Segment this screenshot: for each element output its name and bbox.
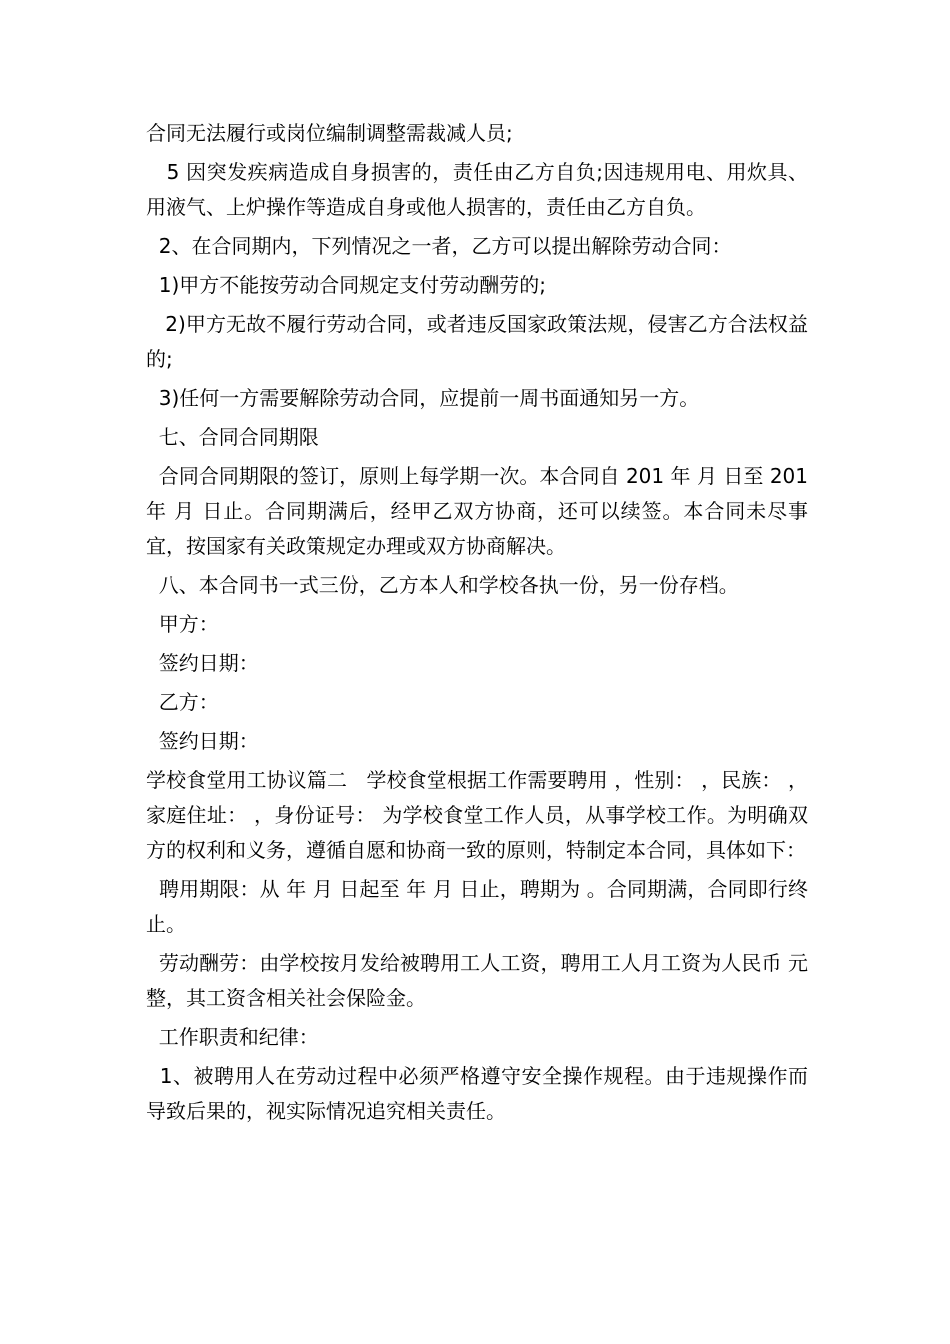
paragraph-5: 2)甲方无故不履行劳动合同，或者违反国家政策法规，侵害乙方合法权益的;	[146, 312, 809, 371]
paragraph-1: 合同无法履行或岗位编制调整需裁减人员;	[146, 121, 513, 145]
paragraph-8: 合同合同期限的签订，原则上每学期一次。本合同自 201 年 月 日至 201 年 月 日止。合同期满后，经甲乙双方协商，还可以续签。本合同未尽事宜，按国家有关政策规定办理或双方协商解决。	[146, 464, 815, 558]
paragraph-9: 八、本合同书一式三份，乙方本人和学校各执一份，另一份存档。	[146, 573, 739, 597]
paragraph-4: 1)甲方不能按劳动合同规定支付劳动酬劳的;	[146, 273, 546, 297]
party-a-line: 甲方：	[146, 612, 219, 636]
section-heading-7: 七、合同合同期限	[146, 425, 319, 449]
agreement-two-intro: 学校食堂用工协议篇二 学校食堂根据工作需要聘用 ，性别： ，民族： ，家庭住址： ，身份证号： 为学校食堂工作人员，从事学校工作。为明确双方的权利和义务，遵循自愿和协商一致的原则，特制定本合同，具体如下：	[146, 768, 808, 862]
employment-term: 聘用期限：从 年 月 日起至 年 月 日止，聘期为 。合同期满，合同即行终止。	[146, 877, 808, 936]
duties-heading: 工作职责和纪律：	[146, 1025, 319, 1049]
paragraph-6: 3)任何一方需要解除劳动合同，应提前一周书面通知另一方。	[146, 386, 700, 410]
party-a-sign-date: 签约日期：	[146, 651, 259, 675]
paragraph-3: 2、在合同期内，下列情况之一者，乙方可以提出解除劳动合同：	[146, 234, 732, 258]
labor-remuneration: 劳动酬劳：由学校按月发给被聘用工人工资，聘用工人月工资为人民币 元整，其工资含相关社会保险金。	[146, 951, 808, 1010]
document-page	[146, 116, 815, 1129]
paragraph-2: 5 因突发疾病造成自身损害的，责任由乙方自负;因违规用电、用炊具、用液气、上炉操作等造成自身或他人损害的，责任由乙方自负。	[146, 160, 808, 219]
party-b-sign-date: 签约日期：	[146, 729, 259, 753]
duty-item-1: 1、被聘用人在劳动过程中必须严格遵守安全操作规程。由于违规操作而导致后果的，视实际情况追究相关责任。	[146, 1064, 808, 1123]
party-b-line: 乙方：	[146, 690, 219, 714]
